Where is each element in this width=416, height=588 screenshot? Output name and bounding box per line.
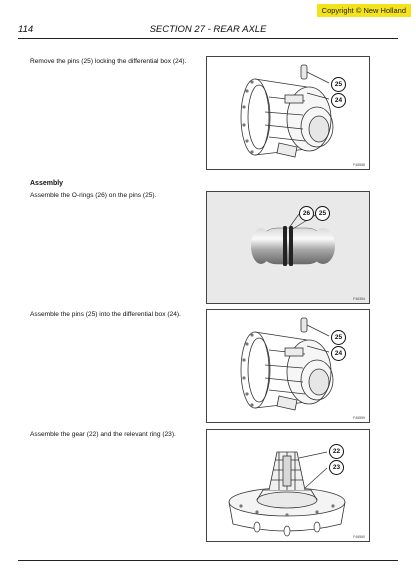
page-number: 114 (18, 24, 34, 35)
footer-divider (18, 560, 398, 561)
callout-24: 24 (331, 93, 346, 108)
callout-26: 26 (299, 206, 314, 221)
figure-code: F46560 (353, 535, 365, 539)
callout-25: 25 (315, 206, 330, 221)
section-title: SECTION 27 - REAR AXLE (149, 24, 267, 35)
figure-code: F46559 (353, 416, 365, 420)
differential-box-pin-drawing-icon (207, 57, 369, 169)
figure-1 (206, 56, 370, 170)
assembly-heading: Assembly (30, 180, 64, 187)
callout-22: 22 (329, 444, 344, 459)
figure-code: F46354 (353, 297, 365, 301)
step-1-text: Remove the pins (25) locking the differential box (24). (30, 58, 187, 65)
figure-2 (206, 191, 370, 304)
header-divider (18, 38, 398, 39)
callout-23: 23 (329, 460, 344, 475)
gear-and-ring-drawing-icon (207, 430, 369, 541)
pin-with-o-ring-photo-icon (207, 192, 369, 303)
figure-3 (206, 309, 370, 423)
step-4-text: Assemble the gear (22) and the relevant ring (23). (30, 431, 176, 438)
figure-4 (206, 429, 370, 542)
callout-25: 25 (331, 330, 346, 345)
step-3-text: Assemble the pins (25) into the differential box (24). (30, 311, 181, 318)
step-2-text: Assemble the O-rings (26) on the pins (25). (30, 192, 157, 199)
copyright-badge: Copyright © New Holland (317, 4, 411, 17)
figure-code: F46558 (353, 163, 365, 167)
callout-24: 24 (331, 346, 346, 361)
callout-25: 25 (331, 77, 346, 92)
differential-box-pin-drawing-icon (207, 310, 369, 422)
